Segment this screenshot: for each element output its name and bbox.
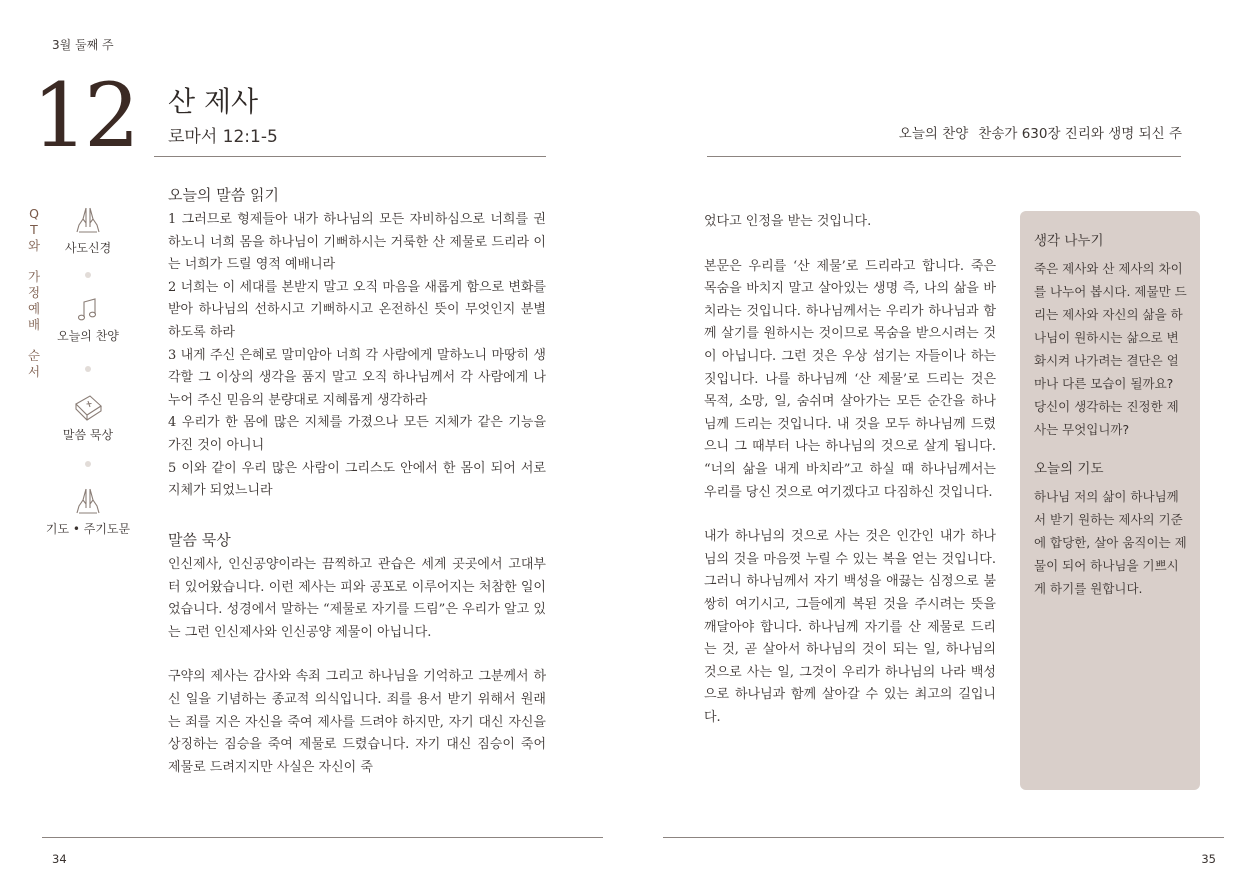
separator-dot: [85, 461, 91, 467]
paragraph-gap: [168, 644, 546, 666]
header-rule-left: [154, 156, 546, 157]
meditation-paragraph: 본문은 우리를 ‘산 제물’로 드리라고 합니다. 죽은 목숨을 바치지 말고 살아있는 생명 즉, 나의 삶을 바치라는 것입니다. 하나님께서는 우리가 하나님과 함께 살기를 원하시는 것이므로 목숨을 받으시려는 것이 아닙니다. 그런 것은 우상 섬기는 자들이나 하는 짓입니다. 나를 하나님께 ‘산 제물’로 드리는 것은 목적, 소망, 일, 숨쉬며 살아가는 모든 순간을 하나님께 드리는 것입니다. 내 것을 모두 하나님께 드렸으니 그 때부터 나는 하나님의 것으로 살게 됩니다. “너의 삶을 내게 바치라”고 하실 때 하나님께서는 우리를 당신 것으로 여기겠다고 다짐하신 것입니다.: [704, 258, 996, 500]
sidebar-item-todays-hymn: [40, 297, 136, 344]
hymn-label: 오늘의 찬양: [898, 126, 969, 142]
verse: 2 너희는 이 세대를 본받지 말고 오직 마음을 새롭게 함으로 변화를 받아 하나님의 선하시고 기뻐하시고 온전하신 뜻이 무엇인지 분별하도록 하라: [168, 279, 546, 340]
sidebar-item-prayer: [36, 486, 140, 537]
sidebar-item-apostles-creed: [40, 205, 136, 256]
meditation-heading: 말씀 묵상: [168, 531, 231, 549]
paragraph-gap: [704, 504, 996, 526]
verse: 5 이와 같이 우리 많은 사람이 그리스도 안에서 한 몸이 되어 서로 지체가 되었느니라: [168, 460, 546, 499]
reading-section: [168, 184, 546, 503]
meditation-paragraph: 내가 하나님의 것으로 사는 것은 인간인 내가 하나님의 것을 마음껏 누릴 수 있는 복을 얻는 것입니다. 그러니 하나님께서 자기 백성을 애끓는 심정으로 불쌍히 여기시고, 그들에게 복된 것을 주시려는 뜻을 깨달아야 합니다. 하나님께 자기를 산 제물로 드리는 것, 곧 살아서 하나님의 것이 되는 일, 하나님의 것으로 사는 일, 그것이 우리가 하나님의 나라 백성으로 하나님과 함께 살아갈 수 있는 최고의 길입니다.: [704, 529, 996, 725]
hymn-line: [899, 122, 1182, 142]
praying-hands-icon: [73, 205, 103, 235]
header-rule-right: [707, 156, 1181, 157]
vlabel-char: 예: [27, 300, 41, 316]
paragraph-gap: [704, 234, 996, 256]
praying-hands-icon: [73, 486, 103, 516]
week-label: 3월 둘째 주: [52, 38, 114, 52]
vlabel-char: 정: [27, 284, 41, 300]
vlabel-char: 가: [27, 269, 41, 285]
verse: 1 그러므로 형제들아 내가 하나님의 모든 자비하심으로 너희를 권하노니 너희 몸을 하나님이 기뻐하시는 거룩한 산 제물로 드리라 이는 너희가 드릴 영적 예배니라: [168, 212, 546, 273]
vlabel-char: 서: [27, 363, 41, 379]
meditation-paragraph: 구약의 제사는 감사와 속죄 그리고 하나님을 기억하고 그분께서 하신 일을 기념하는 종교적 의식입니다. 죄를 용서 받기 위해서 원래는 죄를 지은 자신을 죽여 제사를 드려야 하지만, 자기 대신 자신을 상징하는 짐승을 죽여 제물로 드렸습니다. 자기 대신 짐승이 죽어 제물로 드려지지만 사실은 자신이 죽: [168, 669, 546, 775]
sharing-heading: 생각 나누기: [1034, 233, 1104, 249]
prayer-text: 하나님 저의 삶이 하나님께서 받기 원하는 제사의 기준에 합당한, 살아 움직이는 제물이 되어 하나님을 기쁘시게 하기를 원합니다.: [1034, 489, 1187, 596]
hymn-title: 찬송가 630장 진리와 생명 되신 주: [978, 126, 1182, 142]
scripture-reference: 로마서 12:1-5: [168, 127, 278, 147]
music-note-icon: [73, 297, 103, 323]
separator-dot: [85, 272, 91, 278]
sidebar-item-label: 기도 • 주기도문: [45, 522, 131, 536]
vlabel-char: 와: [27, 237, 41, 253]
meditation-paragraph: 었다고 인정을 받는 것입니다.: [704, 214, 872, 229]
prayer-heading: 오늘의 기도: [1034, 461, 1104, 477]
footer-rule-left: [42, 837, 603, 838]
meditation-body-right: [704, 211, 996, 729]
meditation-body-left: [168, 554, 546, 779]
page-number-right: 35: [1201, 852, 1216, 866]
separator-dot: [85, 366, 91, 372]
footer-rule-right: [663, 837, 1224, 838]
meditation-section: [168, 529, 546, 779]
sidebar-item-label: 말씀 묵상: [62, 428, 114, 442]
sidebar-item-label: 사도신경: [64, 241, 112, 255]
sharing-text: 죽은 제사와 산 제사의 차이를 나누어 봅시다. 제물만 드리는 제사와 자신의 삶을 하나님이 원하시는 삶으로 변화시켜 나가려는 결단은 얼마나 다른 모습이 될까요? 당신이 생각하는 진정한 제사는 무엇입니까?: [1034, 261, 1187, 437]
sidebar-item-label: 오늘의 찬양: [57, 329, 119, 343]
sharing-box: [1020, 211, 1200, 790]
verse: 4 우리가 한 몸에 많은 지체를 가졌으나 모든 지체가 같은 기능을 가진 것이 아니니: [168, 415, 546, 453]
vlabel-char: Q: [29, 206, 39, 221]
sidebar-item-meditation: [40, 392, 136, 443]
bible-icon: [72, 392, 104, 422]
verse-list: [168, 209, 546, 503]
vlabel-char: T: [30, 221, 38, 237]
meditation-paragraph: 인신제사, 인신공양이라는 끔찍하고 관습은 세계 곳곳에서 고대부터 있어왔습니다. 이런 제사는 피와 공포로 이루어지는 처참한 일이었습니다. 성경에서 말하는 “제물로 자기를 드림”은 우리가 알고 있는 그런 인신제사와 인신공양 제물이 아닙니다.: [168, 557, 546, 640]
page-number-left: 34: [52, 852, 67, 866]
vlabel-char: 배: [27, 316, 41, 332]
verse: 3 내게 주신 은혜로 말미암아 너희 각 사람에게 말하노니 마땅히 생각할 그 이상의 생각을 품지 말고 오직 하나님께서 각 사람에게 나누어 주신 믿음의 분량대로 지혜롭게 생각하라: [168, 347, 546, 408]
reading-heading: 오늘의 말씀 읽기: [168, 186, 279, 204]
vlabel-char: 순: [27, 348, 41, 364]
page-title: 산 제사: [168, 85, 259, 118]
day-number: 12: [32, 64, 136, 167]
